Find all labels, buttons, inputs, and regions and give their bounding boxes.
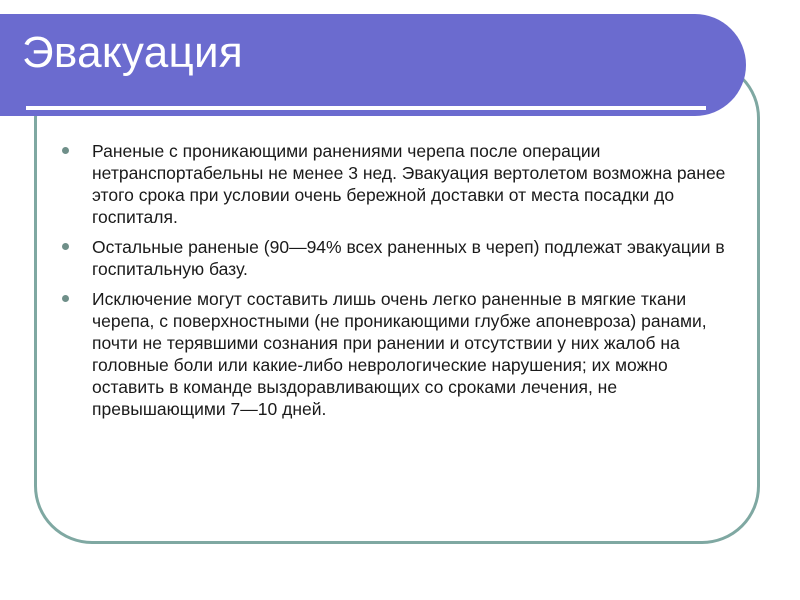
bullet-item — [60, 140, 740, 228]
bullet-text: Остальные раненые (90—94% всех раненных в череп) подлежат эвакуации в госпитальную базу. — [92, 237, 725, 279]
bullet-item — [60, 288, 740, 420]
bullet-text: Раненые с проникающими ранениями черепа после операции нетранспортабельны не менее 3 нед. Эвакуация вертолетом возможна ранее этого срока при условии очень бережной доставки от места посадки до госпиталя. — [92, 141, 726, 227]
bullet-dot-icon — [62, 295, 69, 302]
slide-title: Эвакуация — [22, 28, 244, 77]
bullet-item — [60, 236, 740, 280]
bullet-dot-icon — [62, 147, 69, 154]
title-underline — [26, 106, 706, 110]
bullet-list — [60, 140, 740, 428]
bullet-dot-icon — [62, 243, 69, 250]
bullet-text: Исключение могут составить лишь очень легко раненные в мягкие ткани черепа, с поверхностными (не проникающими глубже апоневроза) ранами, почти не терявшими сознания при ранении и отсутствии у них жалоб на головные боли или какие-либо неврологические нарушения; их можно оставить в команде выздоравливающих со сроками лечения, не превышающими 7—10 дней. — [92, 289, 707, 419]
